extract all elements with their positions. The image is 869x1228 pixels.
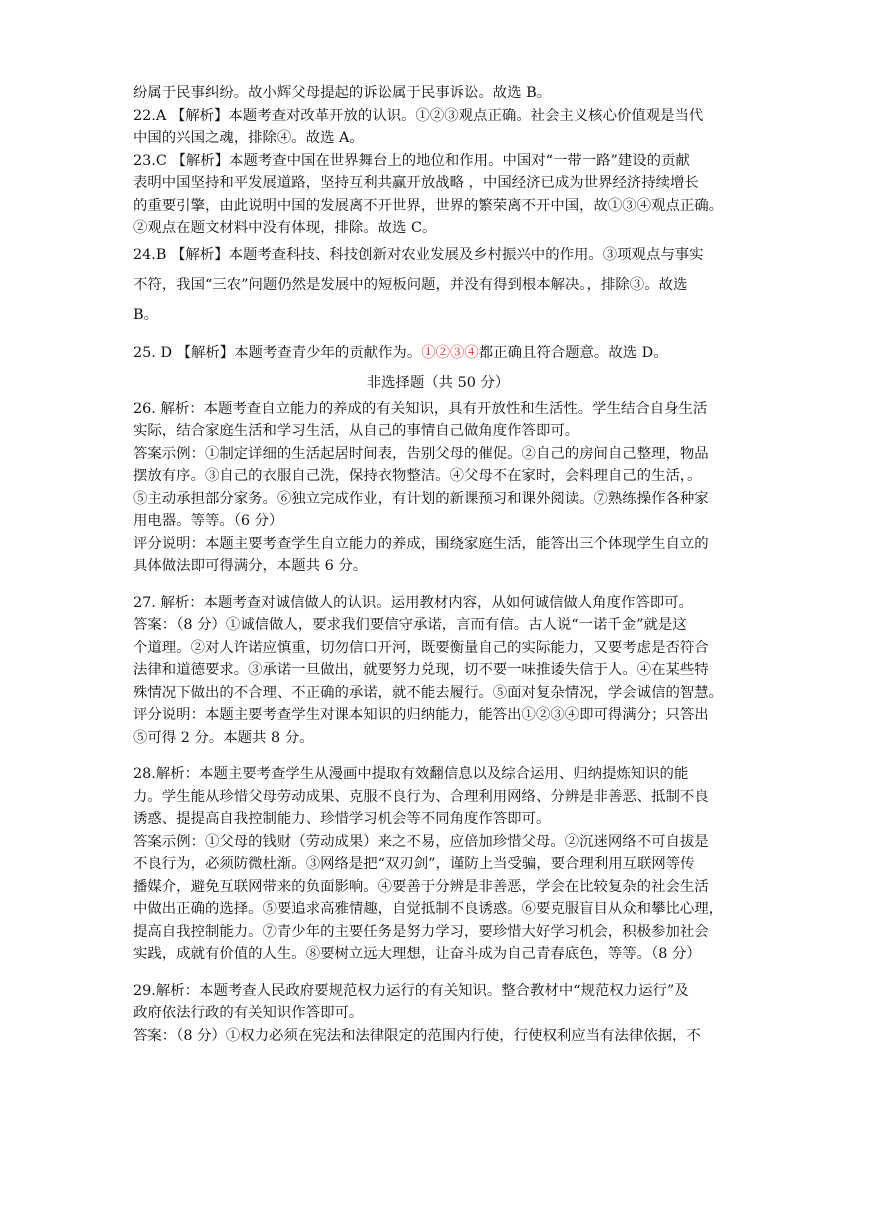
text-line: ⑤可得 2 分。本题共 8 分。 bbox=[133, 729, 314, 746]
text-line: ⑤主动承担部分家务。⑥独立完成作业，有计划的新课预习和课外阅读。⑦熟练操作各种家 bbox=[133, 490, 709, 507]
text-line: 22.A 【解析】本题考查对改革开放的认识。①②③观点正确。社会主义核心价值观是当代 bbox=[133, 107, 704, 124]
text-line: 答案：（8 分）①诚信做人，要求我们要信守承诺，言而有信。古人说“一诺千金”就是这 bbox=[133, 617, 687, 633]
section-title: 非选择题（共 50 分） bbox=[366, 374, 510, 391]
text-line: 不良行为，必须防微杜渐。③网络是把“双刃剑”，谨防上当受骗，要合理利用互联网等传 bbox=[133, 856, 695, 872]
text-line: 诱惑、提提高自我控制能力、珍惜学习机会等不同角度作答即可。 bbox=[133, 811, 551, 827]
answer-22 bbox=[133, 105, 743, 150]
text-line: 播媒介，避免互联网带来的负面影响。④要善于分辨是非善恶，学会在比较复杂的社会生活 bbox=[133, 878, 709, 895]
text-line: 提高自我控制能力。⑦青少年的主要任务是努力学习，要珍惜大好学习机会，积极参加社会 bbox=[133, 923, 709, 940]
text-line: 的重要引擎，由此说明中国的发展离不开世界，世界的繁荣离不开中国，故①③④观点正确。 bbox=[133, 197, 724, 214]
text-line: 评分说明：本题主要考查学生自立能力的养成，围绕家庭生活，能答出三个体现学生自立的 bbox=[133, 535, 709, 552]
text-line: 评分说明：本题主要考查学生对课本知识的归纳能力，能答出①②③④即可得满分；只答出 bbox=[133, 707, 709, 723]
text-line: ②观点在题文材料中没有体现，排除。故选 C。 bbox=[133, 220, 437, 236]
text-line: 个道理。②对人许诺应慎重，切勿信口开河，既要衡量自己的实际能力，又要考虑是否符合 bbox=[133, 639, 709, 656]
text-line: 24.B 【解析】本题考查科技、科技创新对农业发展及乡村振兴中的作用。③项观点与事实 bbox=[133, 246, 704, 263]
text-line: 中国的兴国之魂，排除④。故选 A。 bbox=[133, 130, 364, 146]
answer-28 bbox=[133, 763, 743, 966]
answer-29 bbox=[133, 980, 743, 1048]
text-line: 23.C 【解析】本题考查中国在世界舞台上的地位和作用。中国对“一带一路”建设的贡献 bbox=[133, 152, 690, 169]
text-line: 实际，结合家庭生活和学习生活，从自己的事情自己做角度作答即可。 bbox=[133, 423, 580, 439]
text-line: 法律和道德要求。③承诺一旦做出，就要努力兑现，切不要一味推诿失信于人。④在某些特 bbox=[133, 662, 709, 678]
answer-27 bbox=[133, 592, 743, 750]
text-line: 中做出正确的选择。⑤要追求高雅情趣，自觉抵制不良诱惑。⑥要克服盲目从众和攀比心理， bbox=[133, 901, 724, 917]
text-line: 具体做法即可得满分，本题共 6 分。 bbox=[133, 558, 368, 574]
answer-26 bbox=[133, 398, 743, 578]
answer-25-text: 25. D 【解析】本题考查青少年的贡献作为。 bbox=[133, 344, 422, 361]
text-line: 摆放有序。③自己的衣服自己洗，保持衣物整洁。④父母不在家时，会料理自己的生活，。 bbox=[133, 468, 702, 484]
paragraph-continuation bbox=[133, 82, 743, 105]
text-line: 用电器。等等。（6 分） bbox=[133, 513, 284, 529]
text-line bbox=[133, 338, 743, 368]
answer-25-highlight: ①②③④ bbox=[421, 344, 479, 361]
text-line: 27. 解析：本题考查对诚信做人的认识。运用教材内容，从如何诚信做人角度作答即可。 bbox=[133, 594, 693, 611]
text-line: 答案示例：①制定详细的生活起居时间表，告别父母的催促。②自己的房间自己整理，物品 bbox=[133, 445, 709, 462]
text-line: B。 bbox=[133, 306, 158, 323]
text-line: 表明中国坚持和平发展道路，坚持互利共赢开放战略 ，中国经济已成为世界经济持续增长 bbox=[133, 175, 699, 191]
text-line: 29.解析：本题考查人民政府要规范权力运行的有关知识。整合教材中“规范权力运行”及 bbox=[133, 982, 689, 999]
text-line: 殊情况下做出的不合理、不正确的承诺，就不能去履行。⑤面对复杂情况，学会诚信的智慧。 bbox=[133, 684, 724, 701]
answer-23 bbox=[133, 150, 743, 240]
text-line: 28.解析：本题主要考查学生从漫画中提取有效翻信息以及综合运用、归纳提炼知识的能 bbox=[133, 766, 689, 782]
text-line: 26. 解析：本题考查自立能力的养成的有关知识，具有开放性和生活性。学生结合自身生活 bbox=[133, 400, 708, 417]
text-line: 答案：（8 分）①权力必须在宪法和法律限定的范围内行使，行使权利应当有法律依据，不 bbox=[133, 1027, 701, 1044]
answer-25 bbox=[133, 338, 743, 368]
text-line: 答案示例：①父母的钱财（劳动成果）来之不易，应倍加珍惜父母。②沉迷网络不可自拔是 bbox=[133, 833, 709, 850]
text-line: 政府依法行政的有关知识作答即可。 bbox=[133, 1005, 364, 1021]
text-line: 实践，成就有价值的人生。⑧要树立远大理想，让奋斗成为自己青春底色，等等。（8 分） bbox=[133, 946, 701, 962]
answer-24 bbox=[133, 240, 743, 330]
answer-25-tail: 都正确且符合题意。故选 D。 bbox=[478, 344, 668, 361]
text-line: 力。学生能从珍惜父母劳动成果、克服不良行为、合理利用网络、分辨是非善恶、抵制不良 bbox=[133, 788, 709, 805]
document-page bbox=[133, 82, 743, 1047]
text-line: 不符，我国“三农”问题仍然是发展中的短板问题，并没有得到根本解决。，排除③。故选 bbox=[133, 276, 688, 293]
text-line: 纷属于民事纠纷。故小辉父母提起的诉讼属于民事诉讼。故选 B。 bbox=[133, 85, 552, 101]
